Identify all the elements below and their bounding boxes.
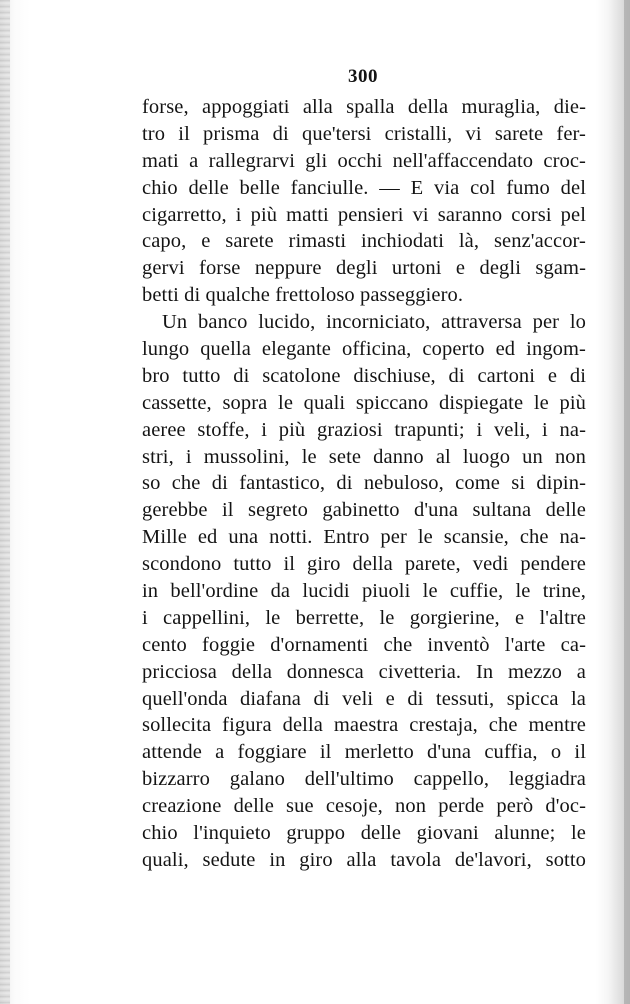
text-line: mati a rallegrarvi gli occhi nell'affaccendato croc- [142,149,586,172]
text-line: sollecita figura della maestra crestaja, che mentre [142,714,586,737]
text-line: Un banco lucido, incorniciato, attraversa per lo [162,311,586,334]
text-line: quell'onda diafana di veli e di tessuti, spicca la [142,687,586,710]
text-line: cassette, sopra le quali spiccano dispiegate le più [142,391,586,414]
text-line: bizzarro galano dell'ultimo cappello, leggiadra [142,768,586,791]
text-line: gervi forse neppure degli urtoni e degli sgam- [142,257,586,280]
text-line: betti di qualche frettoloso passeggiero. [142,284,464,307]
text-line: quali, sedute in giro alla tavola de'lavori, sotto [142,848,586,871]
body-text [142,94,586,874]
text-line: chio delle belle fanciulle. — E via col fumo del [142,176,586,199]
text-line: Mille ed una notti. Entro per le scansie, che na- [142,526,586,549]
text-line: cigarretto, i più matti pensieri vi saranno corsi pel [142,203,586,226]
text-line: attende a foggiare il merletto d'una cuffia, o il [142,741,586,764]
text-line: capo, e sarete rimasti inchiodati là, senz'accor- [142,230,586,253]
text-line: tro il prisma di que'tersi cristalli, vi sarete fer- [142,122,586,145]
text-line: forse, appoggiati alla spalla della muraglia, die- [142,96,586,118]
text-line: bro tutto di scatolone dischiuse, di cartoni e di [142,364,586,387]
page-number: 300 [348,66,378,87]
text-line: stri, i mussolini, le sete danno al luogo un non [142,445,586,468]
text-line: chio l'inquieto gruppo delle giovani alunne; le [142,822,586,845]
text-line: scondono tutto il giro della parete, vedi pendere [142,553,586,576]
text-line: cento foggie d'ornamenti che inventò l'arte ca- [142,633,586,656]
text-line: pricciosa della donnesca civetteria. In mezzo a [142,660,586,683]
text-line: aeree stoffe, i più graziosi trapunti; i veli, i na- [142,418,586,441]
text-line: so che di fantastico, di nebuloso, come si dipin- [142,472,586,495]
text-line: in bell'ordine da lucidi piuoli le cuffie, le trine, [142,580,586,603]
page-right-edge [624,0,630,1004]
text-line: i cappellini, le berrette, le gorgierine, e l'altre [142,606,586,629]
text-line: creazione delle sue cesoje, non perde però d'oc- [142,795,586,818]
text-line: gerebbe il segreto gabinetto d'una sultana delle [142,499,586,522]
page-binding-edge [0,0,10,1004]
text-line: lungo quella elegante officina, coperto ed ingom- [142,338,586,361]
